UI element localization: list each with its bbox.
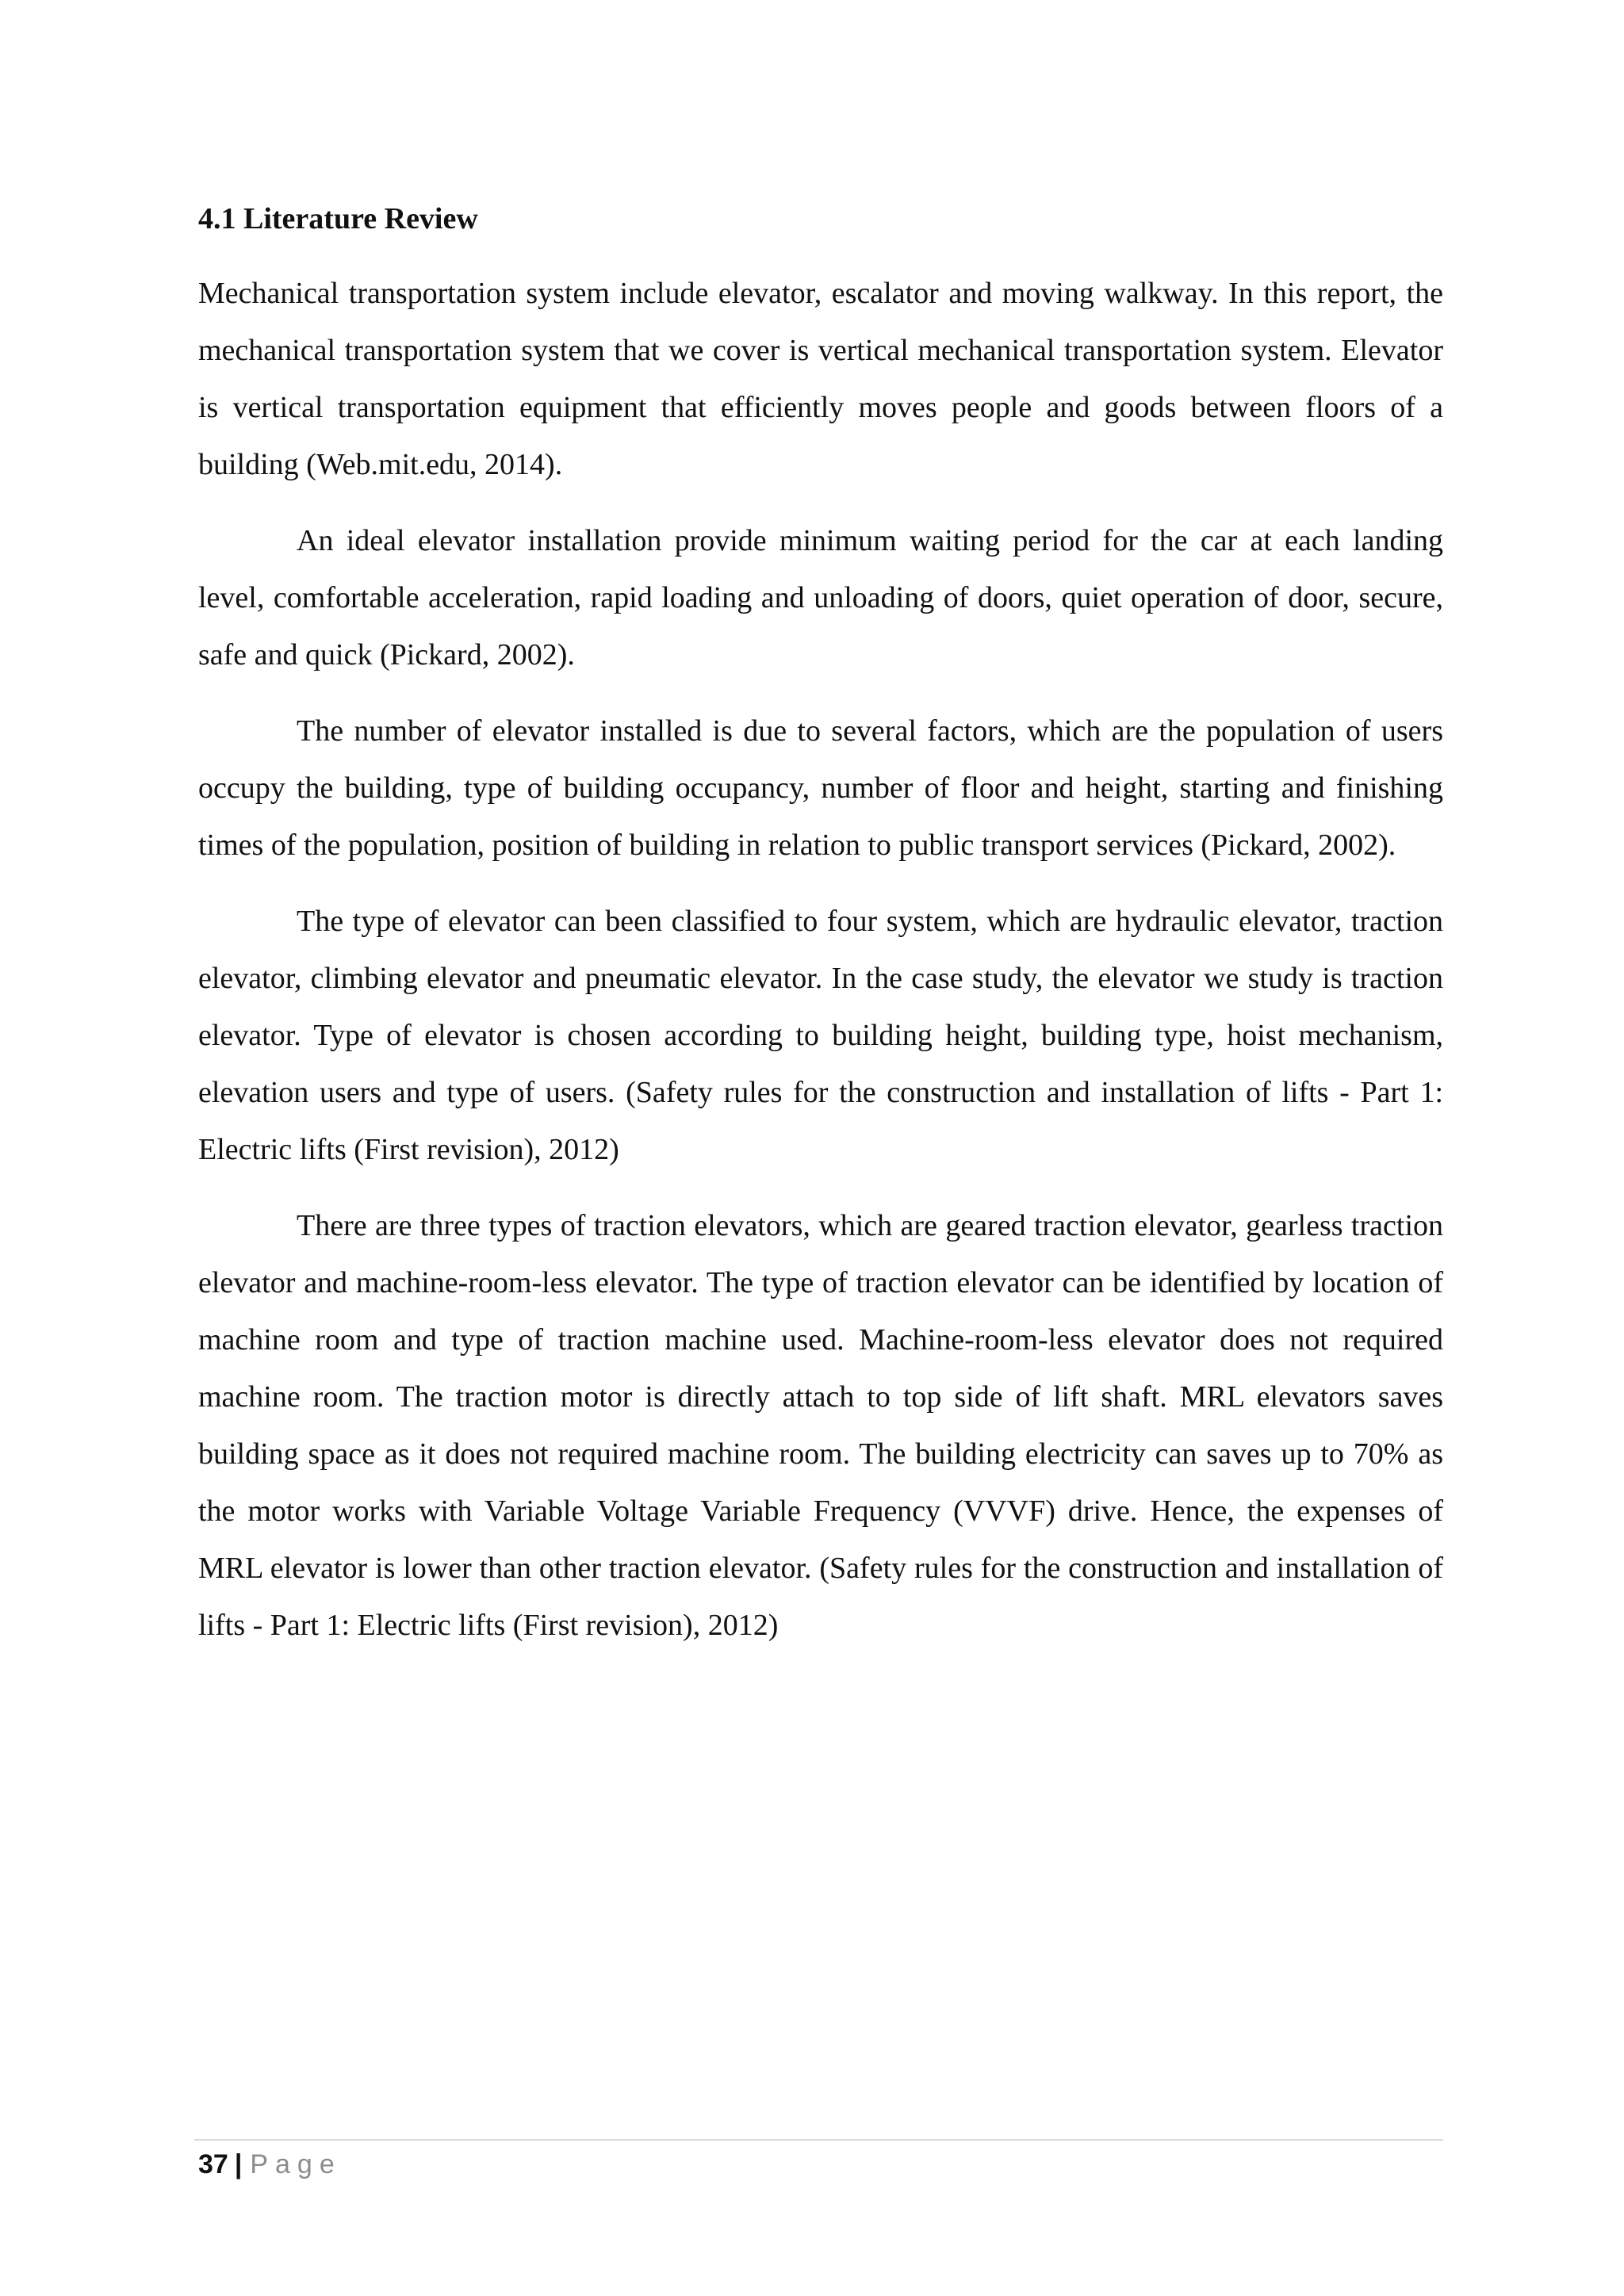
page-footer [198, 2147, 342, 2182]
page-number: 37 [198, 2149, 228, 2179]
paragraph-elevator-types: The type of elevator can been classified to four system, which are hydraulic elevator, traction elevator, climbing elevator and pneumatic elevator. In the case study, the elevator we study is traction elevator. Type of elevator is chosen according to building height, building type, hoist mechanism, elevation users and type of users. (Safety rules for the construction and installation of lifts - Part 1: Electric lifts (First revision), 2012) [198, 905, 1443, 1166]
paragraph-number-of-elevators: The number of elevator installed is due to several factors, which are the population of users occupy the building, type of building occupancy, number of floor and height, starting and finishing times of the population, position of building in relation to public transport services (Pickard, 2002). [198, 714, 1443, 862]
page-label: Page [250, 2149, 342, 2179]
footer-separator: | [234, 2149, 243, 2179]
paragraph-traction-elevators: There are three types of traction elevators, which are geared traction elevator, gearless traction elevator and machine-room-less elevator. The type of traction elevator can be identified by location of machine room and type of traction machine used. Machine-room-less elevator does not required machine room. The traction motor is directly attach to top side of lift shaft. MRL elevators saves building space as it does not required machine room. The building electricity can saves up to 70% as the motor works with Variable Voltage Variable Frequency (VVVF) drive. Hence, the expenses of MRL elevator is lower than other traction elevator. (Safety rules for the construction and installation of lifts - Part 1: Electric lifts (First revision), 2012) [198, 1209, 1443, 1642]
paragraph-intro: Mechanical transportation system include elevator, escalator and moving walkway. In this report, the mechanical transportation system that we cover is vertical mechanical transportation system. Elevator is vertical transportation equipment that efficiently moves people and goods between floors of a building (Web.mit.edu, 2014). [198, 277, 1443, 481]
footer-divider [194, 2139, 1443, 2141]
paragraph-ideal-installation: An ideal elevator installation provide minimum waiting period for the car at each landing level, comfortable acceleration, rapid loading and unloading of doors, quiet operation of door, secure, safe and quick (Pickard, 2002). [198, 524, 1443, 672]
section-heading: 4.1 Literature Review [198, 202, 478, 235]
page-content [198, 190, 1443, 1673]
